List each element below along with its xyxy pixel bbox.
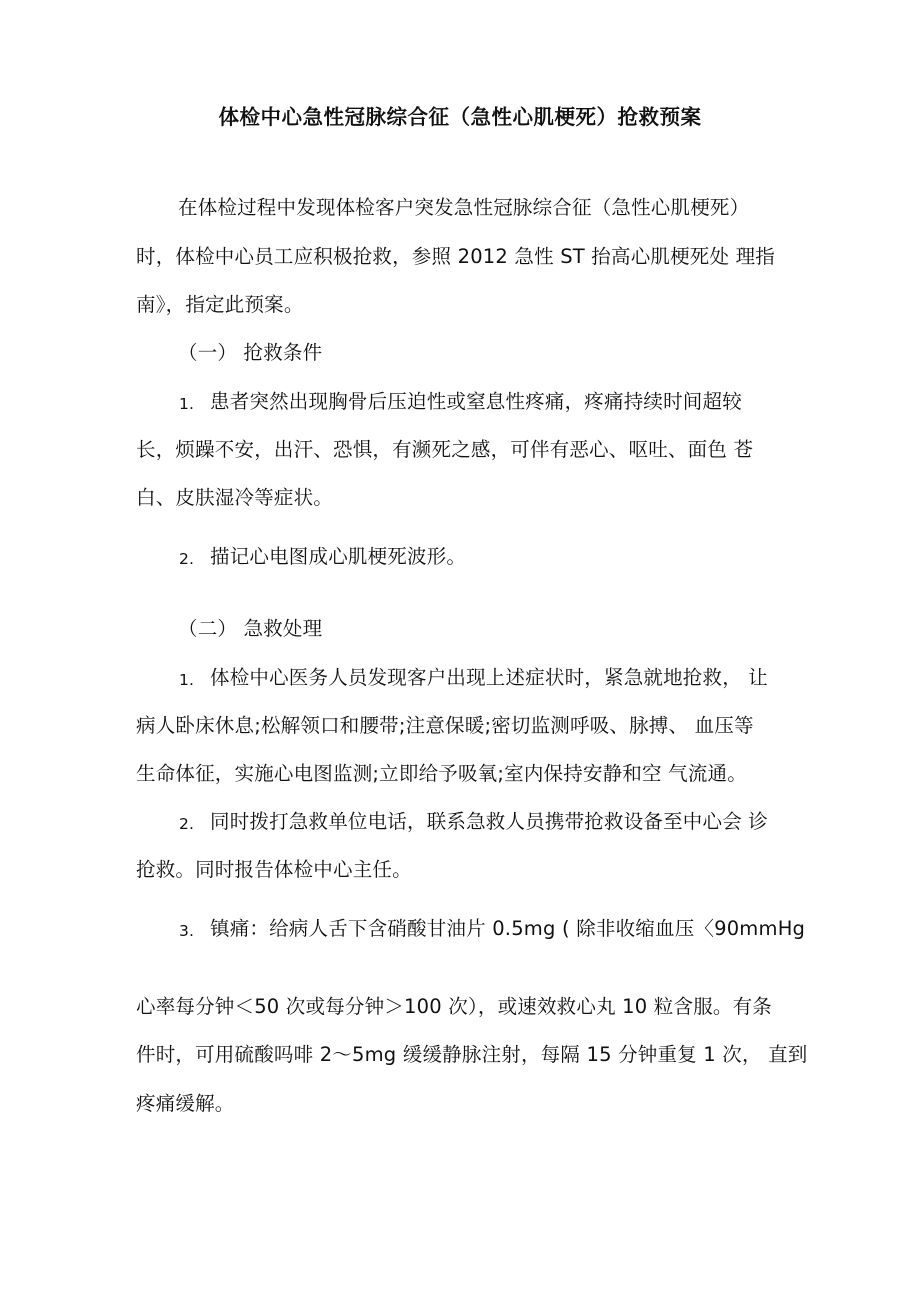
section-2-item-1-line-1: 体检中心医务人员发现客户出现上述症状时，紧急就地抢救， 让 <box>210 666 768 689</box>
section-1-item-1-line-3: 白、皮肤湿冷等症状。 <box>136 486 334 509</box>
section-2-item-3-number: 3. <box>179 922 195 940</box>
section-1-item-1-line-2: 长，烦躁不安，出汗、恐惧，有濒死之感，可伴有恶心、呕吐、面色 苍 <box>136 438 754 461</box>
section-2-item-1-line-2: 病人卧床休息;松解领口和腰带;注意保暖;密切监测呼吸、脉搏、 血压等 <box>136 714 754 737</box>
section-1-item-2-number: 2. <box>179 550 195 568</box>
section-2-item-1-line-3: 生命体征，实施心电图监测;立即给予吸氧;室内保持安静和空 气流通。 <box>136 762 747 785</box>
section-2-item-3-line-1: 镇痛：给病人舌下含硝酸甘油片 0.5mg ( 除非收缩血压〈90mmHg <box>210 917 806 940</box>
intro-line-2: 时，体检中心员工应积极抢救，参照 2012 急性 ST 抬高心肌梗死处 理指 <box>136 245 776 268</box>
section-2-item-2-number: 2. <box>179 815 195 833</box>
document-title: 体检中心急性冠脉综合征（急性心肌梗死）抢救预案 <box>218 105 702 129</box>
section-2-item-3-line-3: 件时，可用硫酸吗啡 2〜5mg 缓缓静脉注射，每隔 15 分钟重复 1 次， 直到 <box>136 1043 808 1066</box>
section-2-heading: （二） 急救处理 <box>178 617 323 640</box>
intro-line-1: 在体检过程中发现体检客户突发急性冠脉综合征（急性心肌梗死） <box>178 196 750 219</box>
intro-line-3: 南》，指定此预案。 <box>136 293 304 316</box>
section-2-item-3-line-4: 疼痛缓解。 <box>136 1092 235 1115</box>
section-2-item-3-line-2: 心率每分钟＜50 次或每分钟＞100 次），或速效救心丸 10 粒含服。有条 <box>136 995 772 1018</box>
section-2-item-1-number: 1. <box>179 671 195 689</box>
section-1-item-1-number: 1. <box>179 395 195 413</box>
section-1-item-1-line-1: 患者突然出现胸骨后压迫性或窒息性疼痛，疼痛持续时间超较 <box>210 390 742 413</box>
section-2-item-2-line-1: 同时拨打急救单位电话，联系急救人员携带抢救设备至中心会 诊 <box>210 810 768 833</box>
section-2-item-2-line-2: 抢救。同时报告体检中心主任。 <box>136 858 412 881</box>
section-1-item-2-line-1: 描记心电图成心肌梗死波形。 <box>210 545 467 568</box>
section-1-heading: （一） 抢救条件 <box>178 341 323 364</box>
